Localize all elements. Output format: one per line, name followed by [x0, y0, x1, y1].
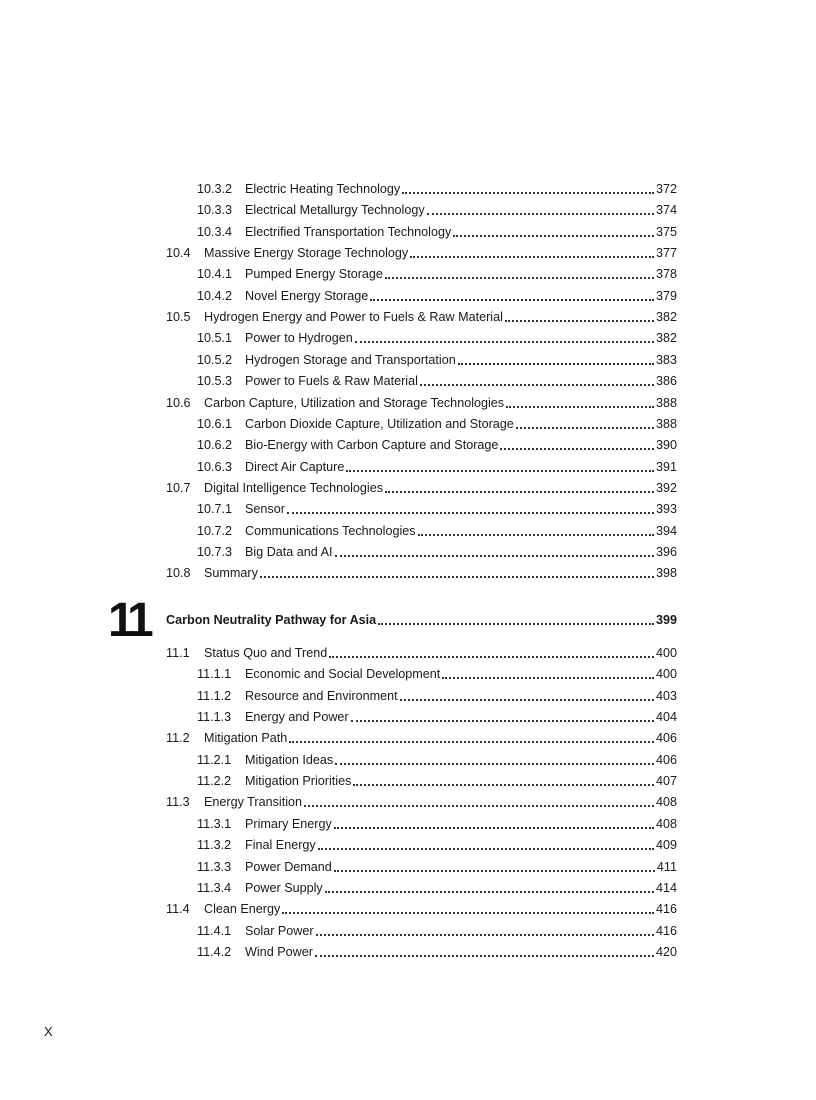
section-number: 10.3.4 [197, 224, 233, 239]
page-number: 382 [655, 310, 677, 325]
dot-leader [315, 954, 654, 957]
toc-entry-10-7-3[interactable] [197, 542, 677, 563]
toc-entry-11-4-1[interactable] [197, 921, 677, 942]
toc-entry-10-7[interactable] [166, 478, 677, 499]
section-title: Carbon Dioxide Capture, Utilization and Storage [245, 416, 514, 431]
page-folio: X [44, 1024, 53, 1039]
section-title: Digital Intelligence Technologies [204, 480, 383, 495]
page-number: 400 [655, 667, 677, 682]
toc-entry-10-6[interactable] [166, 393, 677, 414]
section-title: Novel Energy Storage [245, 288, 369, 303]
section-title: Mitigation Priorities [245, 774, 352, 789]
toc-entry-11-3[interactable] [166, 792, 677, 813]
toc-entry-10-3-2[interactable] [197, 179, 677, 200]
section-title: Clean Energy [204, 902, 281, 917]
section-number: 11.2.1 [197, 752, 232, 767]
toc-entry-10-4-2[interactable] [197, 286, 677, 307]
dot-leader [453, 234, 654, 237]
section-title: Carbon Capture, Utilization and Storage Technologies [204, 395, 505, 410]
section-number: 10.7.3 [197, 544, 233, 559]
page-number: 372 [655, 182, 677, 196]
section-title: Electrical Metallurgy Technology [245, 203, 425, 218]
page-number: 416 [655, 902, 677, 917]
section-title: Resource and Environment [245, 688, 398, 703]
dot-leader [334, 869, 655, 872]
section-number: 10.5 [166, 310, 191, 325]
toc-entry-10-5-1[interactable] [197, 328, 677, 349]
toc-entry-11-4[interactable] [166, 899, 677, 920]
dot-leader [400, 698, 654, 701]
dot-leader [506, 405, 654, 408]
dot-leader [370, 298, 654, 301]
dot-leader [402, 191, 654, 194]
section-number: 10.5.1 [197, 331, 233, 346]
page-number: 392 [655, 480, 677, 495]
page-number: 400 [655, 646, 677, 660]
section-title: Mitigation Ideas [245, 752, 334, 767]
dot-leader [334, 826, 654, 829]
dot-leader [318, 847, 654, 850]
page-number: 416 [655, 923, 677, 938]
dot-leader [287, 511, 654, 514]
section-title: Economic and Social Development [245, 667, 441, 682]
page-number: 409 [655, 838, 677, 853]
chapter-number: 11 [108, 594, 149, 647]
section-title: Solar Power [245, 923, 314, 938]
section-title: Big Data and AI [245, 544, 333, 559]
section-number: 11.4 [166, 902, 190, 917]
page-number: 411 [656, 859, 677, 874]
page-number: 382 [655, 331, 677, 346]
page-number: 388 [655, 395, 677, 410]
section-number: 10.3.2 [197, 182, 233, 196]
section-title: Primary Energy [245, 816, 332, 831]
page-number: 393 [655, 502, 677, 517]
toc-entry-11-2-1[interactable] [197, 750, 677, 771]
toc-entry-10-7-2[interactable] [197, 521, 677, 542]
dot-leader [335, 762, 654, 765]
section-title: Status Quo and Trend [204, 646, 328, 660]
toc-entry-10-3-3[interactable] [197, 200, 677, 221]
section-number: 10.4 [166, 246, 191, 261]
toc-entry-11-2[interactable] [166, 728, 677, 749]
section-title: Electrified Transportation Technology [245, 224, 452, 239]
section-number: 10.5.3 [197, 374, 233, 389]
toc-entry-10-3-4[interactable] [197, 222, 677, 243]
dot-leader [335, 554, 654, 557]
page-number: 379 [655, 288, 677, 303]
section-number: 10.6.2 [197, 438, 233, 453]
dot-leader [385, 276, 654, 279]
toc-entry-10-6-3[interactable] [197, 457, 677, 478]
dot-leader [282, 911, 654, 914]
section-number: 10.8 [166, 566, 191, 581]
page-number: 391 [655, 459, 677, 474]
section-number: 10.4.1 [197, 267, 233, 282]
section-number: 10.6.1 [197, 416, 233, 431]
toc-entry-11-1-3[interactable] [197, 707, 677, 728]
toc-entry-11-3-4[interactable] [197, 878, 677, 899]
toc-entry-10-5[interactable] [166, 307, 677, 328]
dot-leader [378, 622, 654, 625]
section-title: Power to Hydrogen [245, 331, 353, 346]
dot-leader [329, 655, 654, 658]
section-title: Final Energy [245, 838, 316, 853]
toc-entry-10-4[interactable] [166, 243, 677, 264]
section-title: Power Supply [245, 880, 323, 895]
page-number: 406 [655, 752, 677, 767]
dot-leader [385, 490, 654, 493]
section-title: Sensor [245, 502, 285, 517]
toc-entry-10-4-1[interactable] [197, 264, 677, 285]
toc-entry-10-8[interactable] [166, 563, 677, 584]
section-number: 11.1.3 [197, 710, 232, 725]
dot-leader [516, 426, 654, 429]
dot-leader [418, 533, 654, 536]
dot-leader [260, 575, 654, 578]
section-title: Power Demand [245, 859, 332, 874]
page-number: 375 [655, 224, 677, 239]
section-number: 11.3.4 [197, 880, 232, 895]
section-title: Massive Energy Storage Technology [204, 246, 409, 261]
page-number: 420 [655, 944, 677, 959]
section-number: 11.1 [166, 646, 190, 660]
section-number: 10.7.2 [197, 523, 233, 538]
toc-entry-11-1-2[interactable] [197, 686, 677, 707]
dot-leader [316, 933, 654, 936]
dot-leader [458, 362, 654, 365]
section-number: 11.3.3 [197, 859, 232, 874]
page-number: 388 [655, 416, 677, 431]
section-number: 11.2.2 [197, 774, 232, 789]
section-title: Electric Heating Technology [245, 182, 401, 196]
toc-entry-11-4-2[interactable] [197, 942, 677, 963]
section-title: Energy Transition [204, 795, 303, 810]
toc-entry-10-7-1[interactable] [197, 499, 677, 520]
section-number: 11.3.2 [197, 838, 232, 853]
page-number: 394 [655, 523, 677, 538]
toc-entry-10-5-2[interactable] [197, 350, 677, 371]
dot-leader [427, 212, 654, 215]
toc-entry-11-3-2[interactable] [197, 835, 677, 856]
toc-entry-11-3-1[interactable] [197, 814, 677, 835]
section-number: 11.2 [166, 731, 190, 746]
section-number: 10.7 [166, 480, 191, 495]
page-number: 386 [655, 374, 677, 389]
dot-leader [351, 719, 654, 722]
section-title: Direct Air Capture [245, 459, 345, 474]
section-number: 10.3.3 [197, 203, 233, 218]
section-title: Wind Power [245, 944, 313, 959]
toc-entry-11-1-1[interactable] [197, 664, 677, 685]
dot-leader [505, 319, 654, 322]
chapter-page: 399 [655, 613, 677, 627]
dot-leader [420, 383, 654, 386]
section-number: 11.3.1 [197, 816, 232, 831]
section-title: Communications Technologies [245, 523, 416, 538]
page-number: 403 [655, 688, 677, 703]
toc-entry-11-3-3[interactable] [197, 857, 677, 878]
dot-leader [355, 340, 654, 343]
chapter-title: Carbon Neutrality Pathway for Asia [166, 613, 377, 627]
section-number: 10.7.1 [197, 502, 233, 517]
page-number: 408 [655, 816, 677, 831]
page-number: 404 [655, 710, 677, 725]
page-number: 406 [655, 731, 677, 746]
dot-leader [500, 447, 654, 450]
section-title: Mitigation Path [204, 731, 288, 746]
page-number: 383 [655, 352, 677, 367]
dot-leader [346, 469, 654, 472]
dot-leader [325, 890, 654, 893]
dot-leader [289, 740, 654, 743]
page-number: 408 [655, 795, 677, 810]
dot-leader [410, 255, 654, 258]
page-number: 378 [655, 267, 677, 282]
section-number: 10.5.2 [197, 352, 233, 367]
chapter-entry[interactable] [166, 610, 677, 631]
toc-entry-11-1[interactable] [166, 643, 677, 664]
page-number: 407 [655, 774, 677, 789]
section-number: 10.6 [166, 395, 191, 410]
page-number: 414 [655, 880, 677, 895]
toc-entry-10-6-2[interactable] [197, 435, 677, 456]
section-number: 10.6.3 [197, 459, 233, 474]
section-title: Pumped Energy Storage [245, 267, 383, 282]
page-number: 396 [655, 544, 677, 559]
section-number: 11.4.2 [197, 944, 232, 959]
section-title: Energy and Power [245, 710, 349, 725]
section-number: 11.1.2 [197, 688, 232, 703]
section-number: 11.3 [166, 795, 190, 810]
page-number: 374 [655, 203, 677, 218]
section-title: Hydrogen Energy and Power to Fuels & Raw Material [204, 310, 503, 325]
section-title: Bio-Energy with Carbon Capture and Storage [245, 438, 499, 453]
section-title: Summary [204, 566, 258, 581]
toc-entry-11-2-2[interactable] [197, 771, 677, 792]
dot-leader [353, 783, 654, 786]
section-number: 11.4.1 [197, 923, 232, 938]
page-number: 390 [655, 438, 677, 453]
dot-leader [442, 676, 654, 679]
section-title: Power to Fuels & Raw Material [245, 374, 418, 389]
dot-leader [304, 804, 654, 807]
section-title: Hydrogen Storage and Transportation [245, 352, 456, 367]
toc-entry-10-5-3[interactable] [197, 371, 677, 392]
page-number: 377 [655, 246, 677, 261]
section-number: 10.4.2 [197, 288, 233, 303]
toc-entry-10-6-1[interactable] [197, 414, 677, 435]
page-number: 398 [655, 566, 677, 581]
section-number: 11.1.1 [197, 667, 232, 682]
